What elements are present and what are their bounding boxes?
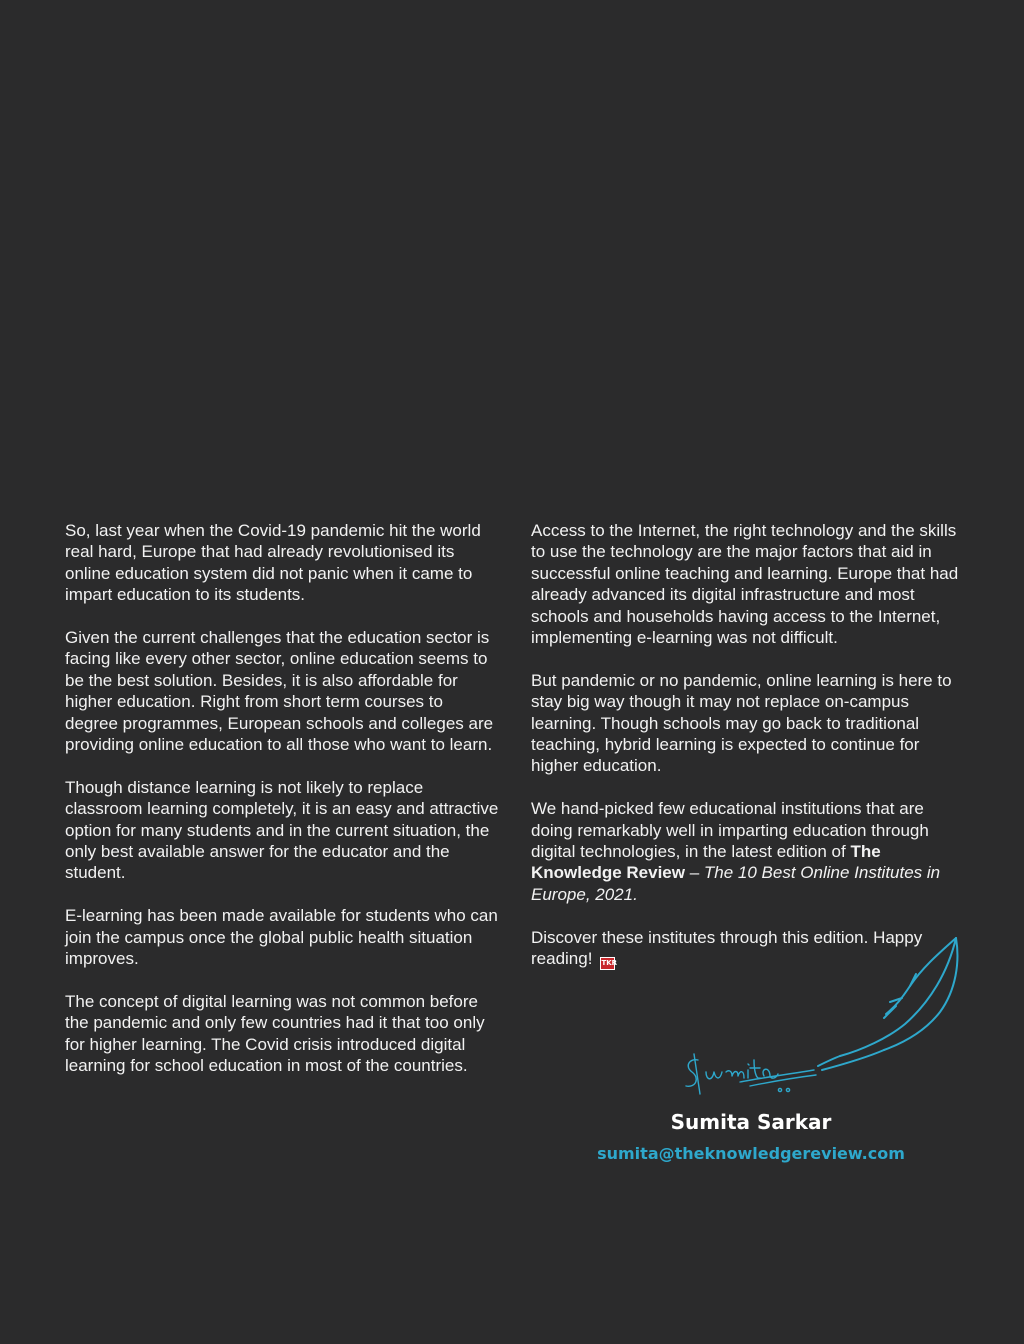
author-email-link[interactable]: sumita@theknowledgereview.com bbox=[597, 1144, 905, 1163]
handwritten-signature bbox=[680, 1050, 820, 1100]
tkr-end-mark-icon: TKR bbox=[600, 957, 615, 970]
body-paragraph: Though distance learning is not likely to replace classroom learning completely, it is an easy and attractive option for many students and in the current situation, the only best available answer for the educator and the student. bbox=[65, 777, 499, 883]
feather-quill-icon bbox=[810, 932, 966, 1072]
left-text-column bbox=[65, 520, 500, 1077]
paragraph-text: We hand-picked few educational institutions that are doing remarkably well in imparting education through digital technologies, in the latest edition of bbox=[531, 799, 929, 862]
body-paragraph: Access to the Internet, the right technology and the skills to use the technology are the major factors that aid in successful online teaching and learning. Europe that had already advanced its digital infrastructure and most schools and households having access to the Internet, implementing e-learning was not difficult. bbox=[531, 521, 959, 648]
right-text-column bbox=[531, 520, 966, 970]
body-paragraph: Given the current challenges that the education sector is facing like every other sector, online education seems to be the best solution. Besides, it is also affordable for higher education. Right from short term courses to degree programmes, European schools and colleges are providing online education to all those who want to learn. bbox=[65, 628, 494, 755]
body-paragraph: So, last year when the Covid-19 pandemic hit the world real hard, Europe that had already revolutionised its online education system did not panic when it came to impart education to its students. bbox=[65, 521, 481, 605]
closing-text: Discover these institutes through this edition. Happy reading! bbox=[531, 927, 923, 969]
body-paragraph: But pandemic or no pandemic, online learning is here to stay big way though it may not replace on-campus learning. Though schools may go back to traditional teaching, hybrid learning is expected to continue for higher education. bbox=[531, 670, 952, 776]
body-paragraph: E-learning has been made available for students who can join the campus once the global public health situation improves. bbox=[65, 906, 498, 969]
body-paragraph bbox=[531, 798, 966, 905]
period: . bbox=[633, 884, 638, 904]
body-paragraph: The concept of digital learning was not common before the pandemic and only few countries had it that too only for higher learning. The Covid crisis introduced digital learning for school education in most of the countries. bbox=[65, 991, 485, 1076]
author-name: Sumita Sarkar bbox=[670, 1110, 832, 1134]
dash: – bbox=[684, 863, 704, 883]
edition-title: The 10 Best Online Institutes in Europe, 2021 bbox=[531, 863, 941, 904]
magazine-name: The Knowledge Review bbox=[531, 842, 881, 883]
